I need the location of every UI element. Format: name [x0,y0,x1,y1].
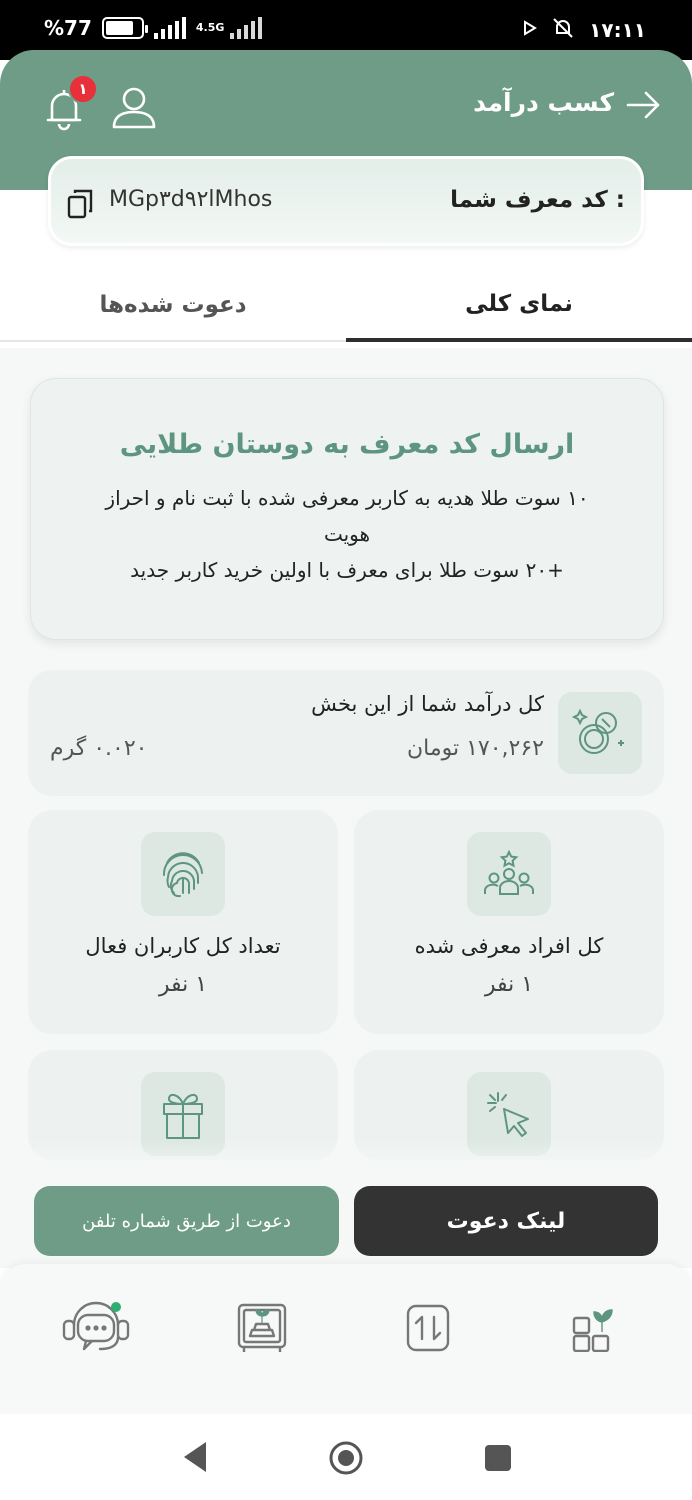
stat-card-referred [354,810,664,1034]
stat-value-active-users: ۱ نفر [158,972,208,997]
profile-icon[interactable] [110,86,158,134]
tab-bar [0,270,692,342]
battery-percent: %77 [44,16,92,40]
system-back-icon[interactable] [180,1440,210,1478]
stat-label-active-users: تعداد کل کاربران فعال [85,934,281,958]
copy-icon[interactable] [67,189,93,223]
bottom-nav [0,1264,692,1414]
tab-overview[interactable]: نمای کلی [346,270,692,342]
nav-gold-safe-icon[interactable] [226,1298,298,1358]
nav-dashboard-icon[interactable] [558,1298,630,1358]
team-star-icon [467,832,551,916]
muted-alarm-icon [551,16,575,44]
nav-support-chat-icon[interactable] [60,1298,132,1358]
invite-link-button[interactable]: لینک دعوت [354,1186,658,1256]
system-home-icon[interactable] [328,1440,364,1480]
promo-line-1: ۱۰ سوت طلا هدیه به کاربر معرفی شده با ثبت نام و احراز هویت [105,486,589,546]
income-title: کل درآمد شما از این بخش [311,692,544,716]
clock: ۱۷:۱۱ [589,18,646,42]
tab-invited[interactable]: دعوت شده‌ها [0,270,346,342]
battery-icon [102,17,144,39]
invite-phone-button[interactable]: دعوت از طریق شماره تلفن [34,1186,339,1256]
referral-label: کد معرف شما : [450,187,625,213]
signal-icon [154,17,186,39]
back-arrow-icon[interactable] [626,90,662,124]
stat-value-referred: ۱ نفر [484,972,534,997]
referral-code-box [48,156,644,246]
page-title: کسب درآمد [473,88,614,117]
coins-icon [558,692,642,774]
stat-card-active-users [28,810,338,1034]
content-fade [0,1140,692,1180]
income-card [28,670,664,796]
system-nav-bar [0,1414,692,1500]
promo-line-2: +۲۰ سوت طلا برای معرف با اولین خرید کاربر جدید [130,558,564,582]
fingerprint-icon [141,832,225,916]
network-type: 4.5G [195,21,225,34]
promo-card [30,378,664,640]
promo-title: ارسال کد معرف به دوستان طلایی [119,429,575,460]
system-recents-icon[interactable] [484,1444,512,1476]
notification-badge: ۱ [68,74,98,104]
referral-code: MGp۳d۹۲lMhos [109,187,273,212]
play-icon [523,20,537,40]
income-gram: ۰.۰۲۰ گرم [50,736,148,761]
nav-transfer-icon[interactable] [392,1298,464,1358]
income-toman: ۱۷۰,۲۶۲ تومان [406,736,544,761]
stat-label-referred: کل افراد معرفی شده [414,934,604,958]
signal-icon-2 [230,17,262,39]
